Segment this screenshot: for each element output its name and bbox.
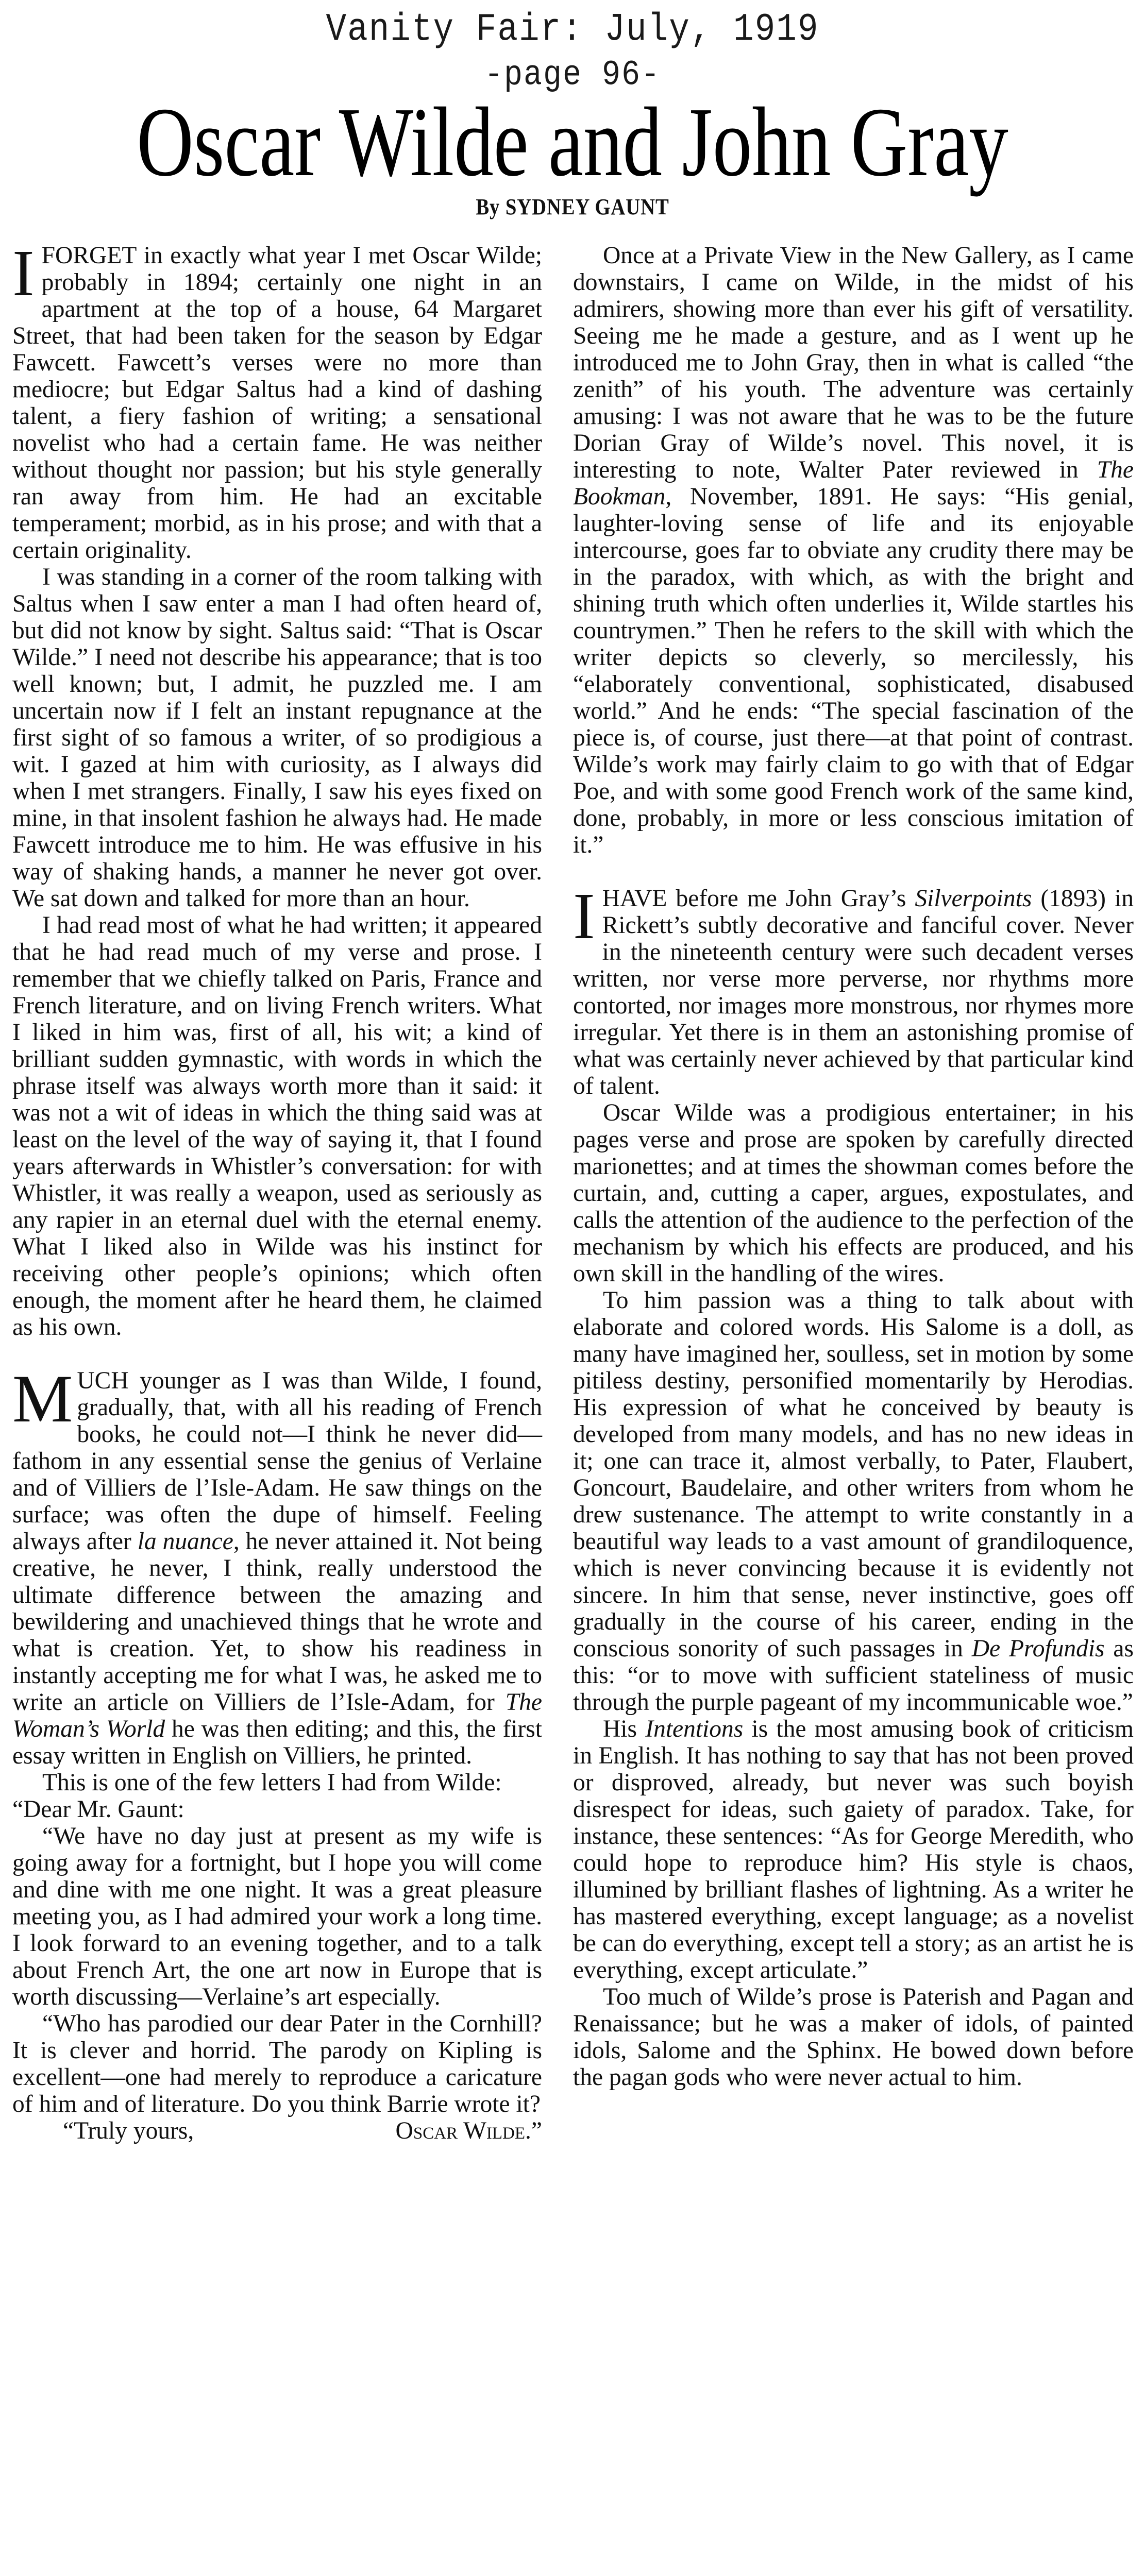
drop-cap: I [573,879,595,953]
paragraph [573,242,1134,858]
paragraph-text: His [603,1716,646,1742]
letter-paragraph: “Who has parodied our dear Pater in the Cornhill? It is clever and horrid. The parody on Kipling is excellent—one had merely to reproduce a caricature of him and of literature. Do you think Barrie wrote it? [12,2010,542,2117]
paragraph-text: in exactly what year I met Oscar Wilde; probably in 1894; certainly one night in an apartment at the top of a house, 64 Margaret Street, that had been taken for the season by Edgar Fawcett. Fawcett’s verses were no more than mediocre; but Edgar Saltus had a kind of dashing talent, a fiery fashion of writing; a sensational novelist who had a certain fame. He was neither without thought nor passion; but his style generally ran away from him. He had an excitable temperament; morbid, as in his prose; and with that a certain originality. [12,242,542,564]
drop-cap: I [12,236,35,310]
letter-paragraph: “We have no day just at present as my wife is going away for a fortnight, but I hope you will come and dine with me one night. It was a great pleasure meeting you, as I had admired your work a long time. I look forward to an evening together, and to a talk about French Art, the one art now in Europe that is worth discussing—Verlaine’s art especially. [12,1823,542,2010]
paragraph [573,1716,1134,1984]
book-title: Intentions [645,1716,744,1742]
paragraph-text: is the most amusing book of criticism in English. It has nothing to say that has not been proved or disproved, already, but never was such boyish disrespect for ideas, such gaiety of paradox. Take, for instance, these sentences: “As for George Meredith, who could hope to reproduce him? His style is chaos, illumined by brilliant flashes of lightning. As a writer he has mastered everything, except language; as a novelist be can do everything, except tell a story; as an artist he is everything, except articulate.” [573,1716,1134,1984]
page-number: -page 96- [484,55,661,96]
paragraph [573,1287,1134,1716]
left-column [12,236,542,2144]
paragraph-text: younger as I was than Wilde, I found, gradually, that, with all his reading of French books, he could not—I think he never did—fathom in any essential sense the genius of Verlaine and of Villiers de l’Isle-Adam. He saw things on the surface; was often the dupe of himself. Feeling always after [12,1367,542,1555]
drop-cap: M [12,1361,73,1436]
paragraph [12,1361,542,1769]
paragraph: This is one of the few letters I had from Wilde: [42,1769,502,1796]
book-title: Silverpoints [915,885,1032,912]
paragraph [573,879,1134,1099]
letter-closing: “Truly yours, [63,2117,194,2144]
paragraph-text: before me John Gray’s [667,885,915,912]
article-byline: By SYDNEY GAUNT [476,194,669,219]
magazine-title: The Woman’s World [12,1689,542,1742]
paragraph: Too much of Wilde’s prose is Paterish and Pagan and Renaissance; but he was a maker of idols, of painted idols, Salome and the Sphinx. He bowed down before the pagan gods who were never actual to him. [573,1984,1134,2091]
paragraph-text: , November, 1891. He says: “His genial, laughter-loving sense of life and its enjoyable intercourse, goes far to obviate any crudity there may be in the paradox, with which, as with the bright and shining truth which often underlies it, Wilde startles his countrymen.” Then he refers to the skill with which the writer depicts so cleverly, so mercilessly, his “elaborately conventional, sophisticated, disabused world.” And he ends: “The special fascination of the piece is, of course, just there—at that point of contrast. Wilde’s work may fairly claim to go with that of Edgar Poe, and with some good French work of the same kind, done, probably, in more or less conscious imitation of it.” [573,483,1134,858]
publication-header: Vanity Fair: July, 1919 [326,7,819,52]
right-column [573,242,1134,2091]
paragraph-text: (1893) in Rickett’s subtly decorative and fanciful cover. Never in the nineteenth century were such decadent verses written, nor verse more perverse, nor rhythms more contorted, nor images more monstrous, nor rhymes more irregular. Yet there is in them an astonishing promise of what was certainly never achieved by that particular kind of talent. [573,885,1134,1099]
book-title: De Profundis [971,1635,1105,1662]
paragraph: I had read most of what he had written; it appeared that he had read much of my verse and prose. I remember that we chiefly talked on Paris, France and French literature, and on living French writers. What I liked in him was, first of all, his wit; a kind of brilliant sudden gymnastic, with words in which the phrase itself was always worth more than it said: it was not a wit of ideas in which the thing said was at least on the level of the way of saying it, that I found years afterwards in Whistler’s conversation: for with Whistler, it was really a weapon, used as seriously as any rapier in an eternal duel with the eternal enemy. What I liked also in Wilde was his instinct for receiving other people’s opinions; which often enough, the moment after he heard them, he claimed as his own. [12,912,542,1341]
paragraph: I was standing in a corner of the room talking with Saltus when I saw enter a man I had often heard of, but did not know by sight. Saltus said: “That is Oscar Wilde.” I need not describe his appearance; that is too well known; but, I admit, he puzzled me. I am uncertain now if I felt an instant repugnance at the first sight of so famous a writer, of so prodigious a wit. I gazed at him with curiosity, as I always did when I met strangers. Finally, I saw his eyes fixed on mine, in that insolent fashion he always had. He made Fawcett introduce me to him. He was effusive in his way of shaking hands, a manner he never got over. We sat down and talked for more than an hour. [12,564,542,912]
magazine-title: The Bookman [573,456,1134,510]
paragraph-text: To him passion was a thing to talk about with elaborate and colored words. His Salome is a doll, as many have imagined her, soulless, set in motion by some pitiless destiny, personified momentarily by Herodias. His expression of what he conceived by beauty is developed from many models, and has no new ideas in it; one can trace it, almost verbally, to Pater, Flaubert, Goncourt, Baudelaire, and other writers from whom he drew sustenance. The attempt to write constantly in a beautiful way leads to a vast amount of grandiloquence, which is never convincing because it is evidently not sincere. In him that sense, never instinctive, goes off gradually in the course of his career, ending in the conscious sonority of such passages in [573,1287,1134,1662]
paragraph-text: Once at a Private View in the New Gallery, as I came downstairs, I came on Wilde, in the midst of his admirers, showing more than ever his gift of versatility. Seeing me he made a gesture, and as I went up he introduced me to John Gray, then in what is called “the zenith” of his youth. The adventure was certainly amusing: I was not aware that he was to be the future Dorian Gray of Wilde’s novel. This novel, it is interesting to note, Walter Pater reviewed in [573,242,1134,483]
paragraph [12,236,542,564]
letter-signoff [12,2117,542,2144]
letter-salutation: “Dear Mr. Gaunt: [12,1796,184,1823]
letter-signature: Oscar Wilde.” [395,2117,542,2144]
lead-word: UCH [77,1367,129,1394]
paragraph-text: as this: “or to move with sufficient stateliness of music through the purple pageant of my incommunicable woe.” [573,1635,1134,1716]
lead-word: FORGET [41,242,137,269]
lead-word: HAVE [602,885,667,912]
paragraph: Oscar Wilde was a prodigious entertainer; in his pages verse and prose are spoken by carefully directed marionettes; and at times the showman comes before the curtain, and, cutting a caper, argues, expostulates, and calls the attention of the audience to the perfection of the mechanism by which his effects are produced, and his own skill in the handling of the wires. [573,1099,1134,1287]
paragraph-text: he was then editing; and this, the first essay written in English on Villiers, he printed. [12,1716,542,1769]
italic-phrase: la nuance [137,1528,233,1555]
article-title: Oscar Wilde and John Gray [137,87,1008,197]
paragraph-text: , he never attained it. Not being creative, he never, I think, really understood the ultimate difference between the amazing and bewildering and unachieved things that he wrote and what is creation. Yet, to show his readiness in instantly accepting me for what I was, he asked me to write an article on Villiers de l’Isle-Adam, for [12,1528,542,1716]
